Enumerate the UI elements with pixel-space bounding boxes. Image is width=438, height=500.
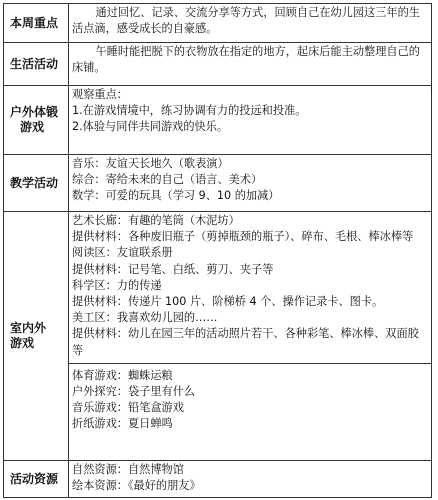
outdoor-line: 1.在游戏情境中，练习协调有力的投远和投准。	[72, 104, 307, 118]
text-cursor	[431, 84, 432, 94]
teaching-line: 音乐：友谊天长地久（歌表演）	[72, 157, 229, 170]
resources-line: 自然资源：自然博物馆	[72, 463, 184, 476]
indoor-line: 提供材料：各种废旧瓶子（剪掉瓶颈的瓶子）、碎布、毛根、棒冰棒等	[72, 230, 414, 244]
outdoor-line: 观察重点：	[72, 88, 128, 101]
row-indoor	[4, 212, 432, 461]
outdoor-line: 2.体验与同伴共同游戏的快乐。	[72, 120, 229, 134]
outdoor-label	[4, 86, 69, 155]
game-line: 体育游戏：蜘蛛运粮	[72, 368, 173, 382]
row-resources	[4, 461, 432, 498]
indoor-line: 美工区：我喜欢幼儿园的……	[72, 311, 218, 325]
outdoor-label-line1: 户外体锻	[10, 105, 59, 119]
indoor-line: 科学区：力的传递	[72, 278, 162, 292]
weekly-plan-table	[3, 3, 432, 498]
row-weekly-focus	[4, 4, 432, 43]
indoor-divider	[69, 363, 431, 364]
resources-line: 绘本资源：《最好的朋友》	[72, 479, 201, 493]
weekly-focus-text: 通过回忆、记录、交流分享等方式，回顾自己在幼儿园这三年的生活点滴，感受成长的自豪感。	[72, 6, 420, 36]
row-daily-life	[4, 43, 432, 86]
resources-label: 活动资源	[4, 461, 69, 498]
indoor-label-line2: 游戏	[10, 336, 35, 350]
teaching-line: 数学：可爱的玩具（学习 9、10 的加减）	[72, 189, 280, 203]
row-teaching	[4, 155, 432, 212]
weekly-focus-label: 本周重点	[4, 4, 69, 43]
game-line: 折纸游戏：夏日蝉鸣	[72, 417, 173, 431]
game-line: 音乐游戏：铅笔盒游戏	[72, 401, 184, 415]
row-outdoor	[4, 86, 432, 155]
indoor-label	[4, 212, 69, 461]
indoor-line: 阅读区：友谊联系册	[72, 246, 173, 260]
indoor-line: 提供材料：记号笔、白纸、剪刀、夹子等	[72, 262, 274, 276]
daily-life-label: 生活活动	[4, 43, 69, 86]
game-line: 户外探究：袋子里有什么	[72, 385, 196, 399]
indoor-line: 艺术长廊：有趣的笔筒（木泥坊）	[72, 214, 240, 227]
indoor-label-line1: 室内外	[10, 321, 47, 335]
teaching-line: 综合：寄给未来的自己（语言、美术）	[72, 173, 263, 187]
indoor-line: 提供材料：传递片 100 片、阶梯桥 4 个、操作记录卡、图卡。	[72, 295, 384, 309]
indoor-line: 提供材料：幼儿在园三年的活动照片若干、各种彩笔、棒冰棒、双面胶等	[72, 327, 419, 357]
outdoor-label-line2: 游戏	[20, 120, 45, 134]
teaching-label: 教学活动	[4, 155, 69, 212]
daily-life-text: 午睡时能把脱下的衣物放在指定的地方，起床后能主动整理自己的床铺。	[72, 45, 420, 75]
